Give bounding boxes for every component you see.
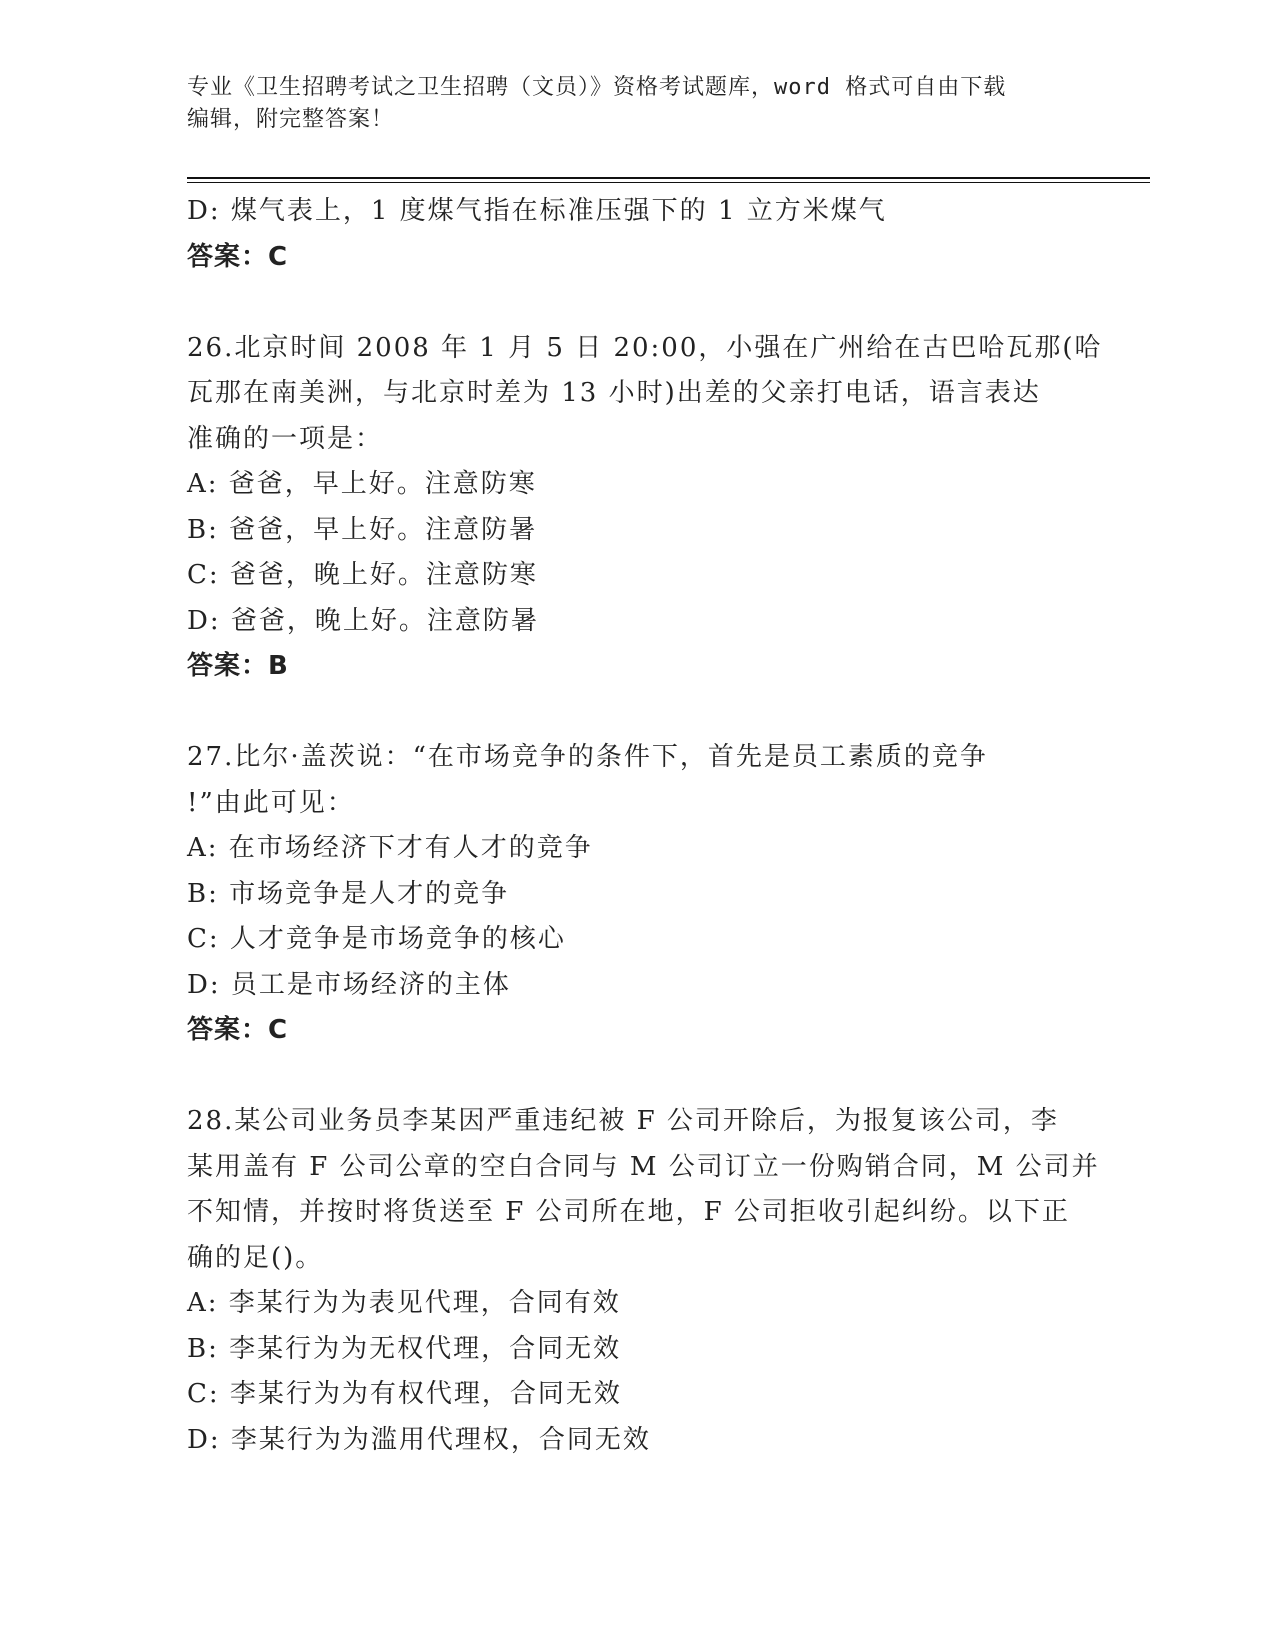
option-c: C: 李某行为为有权代理，合同无效 [187, 1379, 622, 1409]
option-c: C: 爸爸，晚上好。注意防寒 [187, 560, 538, 590]
spacer [187, 690, 1087, 736]
question-25-tail [187, 189, 1087, 280]
option-b: B: 市场竞争是人才的竞争 [187, 878, 510, 909]
option-a: A: 在市场经济下才有人才的竞争 [187, 833, 593, 863]
question-stem-line: 某用盖有 F 公司公章的空白合同与 M 公司订立一份购销合同，M 公司并 [187, 1151, 1100, 1182]
spacer [187, 1054, 1087, 1100]
header-line-2: 编辑，附完整答案！ [187, 107, 395, 132]
question-stem-line: 26.北京时间 2008 年 1 月 5 日 20:00，小强在广州给在古巴哈瓦那(哈 [187, 332, 1103, 363]
option-d: D: 煤气表上，1 度煤气指在标准压强下的 1 立方米煤气 [187, 196, 887, 226]
option-d: D: 李某行为为滥用代理权，合同无效 [187, 1424, 651, 1455]
question-28 [187, 1099, 1100, 1463]
question-stem-line: 确的足()。 [187, 1242, 324, 1273]
question-stem-line: 瓦那在南美洲，与北京时差为 13 小时)出差的父亲打电话，语言表达 [187, 378, 1041, 408]
document-header [187, 72, 1067, 136]
option-a: A: 李某行为为表见代理，合同有效 [187, 1288, 621, 1318]
question-stem-line: !”由此可见： [187, 787, 355, 818]
question-stem-line: 27.比尔·盖茨说：“在市场竞争的条件下，首先是员工素质的竞争 [187, 742, 988, 772]
option-d: D: 员工是市场经济的主体 [187, 969, 511, 1000]
option-b: B: 爸爸，早上好。注意防暑 [187, 514, 538, 545]
document-body [187, 189, 1103, 1463]
question-stem-line: 不知情，并按时将货送至 F 公司所在地，F 公司拒收引起纠纷。以下正 [187, 1197, 1070, 1227]
question-stem-line: 28.某公司业务员李某因严重违纪被 F 公司开除后，为报复该公司，李 [187, 1106, 1059, 1136]
answer: 答案：B [187, 651, 289, 681]
header-divider-thin [187, 182, 1150, 183]
answer: 答案：C [187, 241, 289, 272]
option-d: D: 爸爸，晚上好。注意防暑 [187, 605, 539, 636]
question-stem-line: 准确的一项是： [187, 423, 384, 454]
option-c: C: 人才竞争是市场竞争的核心 [187, 924, 566, 954]
option-b: B: 李某行为为无权代理，合同无效 [187, 1333, 622, 1364]
question-27 [187, 735, 1087, 1054]
header-line-1: 专业《卫生招聘考试之卫生招聘（文员）》资格考试题库，word 格式可自由下载 [187, 75, 1007, 100]
question-26 [187, 326, 1103, 690]
spacer [187, 280, 1087, 326]
answer: 答案：C [187, 1015, 289, 1045]
header-divider-thick [187, 177, 1150, 179]
option-a: A: 爸爸，早上好。注意防寒 [187, 469, 537, 499]
